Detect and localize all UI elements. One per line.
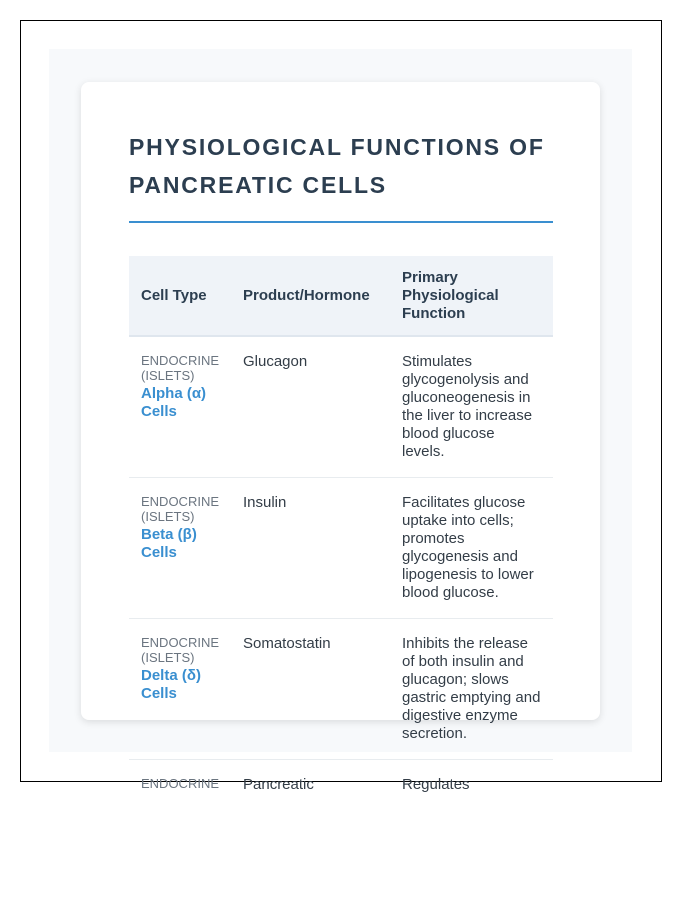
- header-function: Primary Physiological Function: [390, 256, 553, 336]
- cell-product: Pancreatic: [231, 760, 390, 804]
- table-row: [129, 760, 553, 804]
- cell-name: Alpha (α) Cells: [141, 385, 207, 420]
- cell-function: Inhibits the release of both insulin and glucagon; slows gastric emptying and digestive enzyme secretion.: [390, 619, 553, 760]
- cell-function: Regulates: [390, 760, 553, 804]
- cell-product: Insulin: [231, 478, 390, 619]
- cell-product: Glucagon: [231, 336, 390, 478]
- cell-type: [129, 619, 231, 760]
- table-row: [129, 619, 553, 760]
- pancreatic-cells-table: [129, 256, 553, 803]
- cell-category: ENDOCRINE (ISLETS): [141, 635, 220, 665]
- cell-category: ENDOCRINE (ISLETS): [141, 353, 220, 383]
- cell-name: Beta (β) Cells: [141, 526, 197, 561]
- cell-function: Stimulates glycogenolysis and gluconeogenesis in the liver to increase blood glucose levels.: [390, 336, 553, 478]
- cell-type: [129, 760, 231, 804]
- cell-function: Facilitates glucose uptake into cells; promotes glycogenesis and lipogenesis to lower blood glucose.: [390, 478, 553, 619]
- header-cell-type: Cell Type: [129, 256, 231, 336]
- cell-category: ENDOCRINE (ISLETS): [141, 494, 220, 524]
- table-row: [129, 478, 553, 619]
- table-header-row: [129, 256, 553, 336]
- cell-type: [129, 478, 231, 619]
- cell-name: Delta (δ) Cells: [141, 667, 201, 702]
- title-underline: [129, 221, 553, 223]
- page-title: PHYSIOLOGICAL FUNCTIONS OF PANCREATIC CELLS: [129, 134, 545, 198]
- table-row: [129, 336, 553, 478]
- cell-type: [129, 336, 231, 478]
- header-product: Product/Hormone: [231, 256, 390, 336]
- cell-category: ENDOCRINE: [141, 776, 220, 791]
- cell-product: Somatostatin: [231, 619, 390, 760]
